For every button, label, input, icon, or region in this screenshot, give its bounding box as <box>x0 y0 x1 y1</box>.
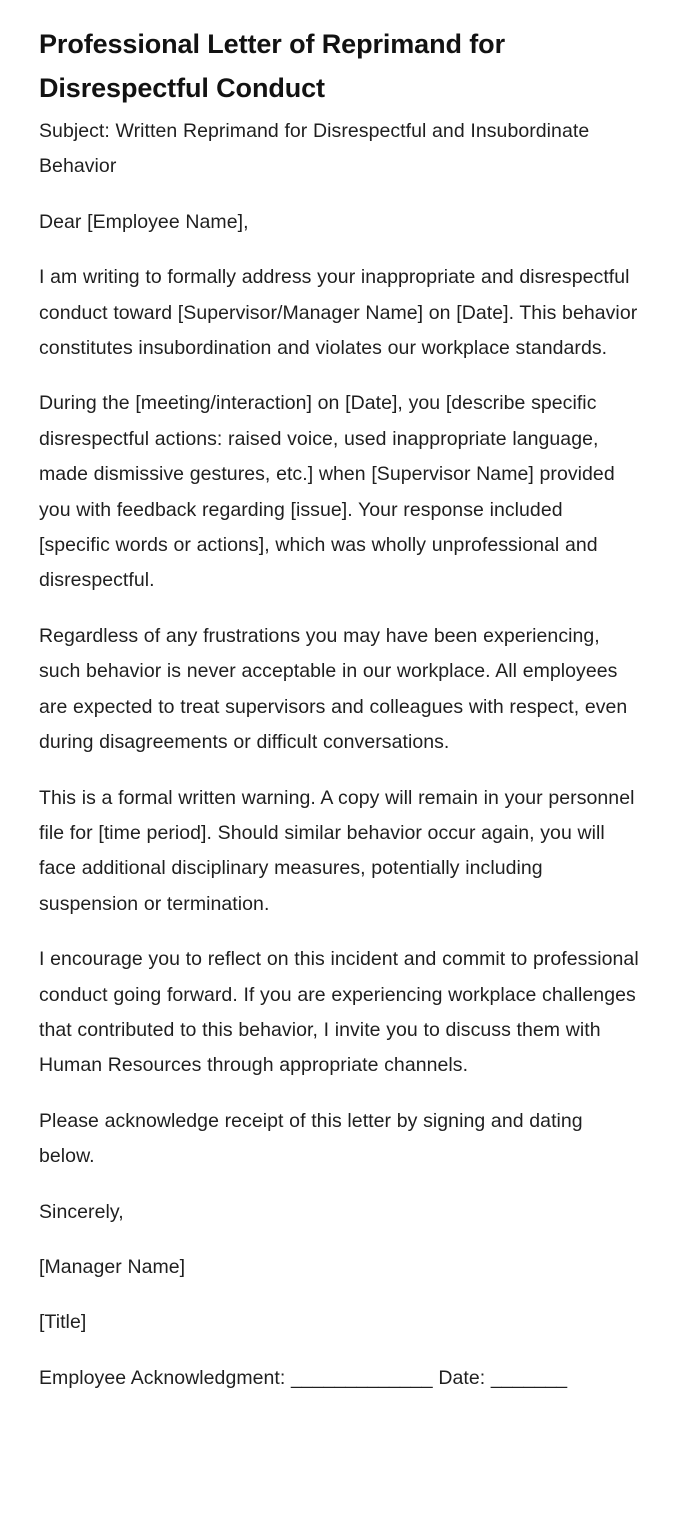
body-paragraph-5: I encourage you to reflect on this incident and commit to professional conduct going forward. If you are experiencing workplace challenges that contributed to this behavior, I invite you to discuss them with Human Resources through appropriate channels. <box>39 948 639 1077</box>
body-paragraph-2: During the [meeting/interaction] on [Date], you [describe specific disrespectful actions: raised voice, used inappropriate language, made dismissive gestures, etc.] when [Supervisor Name] provided you with feedback regarding [issue]. Your response included [specific words or actions], which was wholly unprofessional and disrespectful. <box>39 392 615 592</box>
signature-title: [Title] <box>39 1311 87 1334</box>
acknowledgment-request-paragraph: Please acknowledge receipt of this letter by signing and dating below. <box>39 1109 583 1168</box>
employee-acknowledgment-line: Employee Acknowledgment: _____________ Date: _______ <box>39 1366 568 1389</box>
subject-line: Subject: Written Reprimand for Disrespectful and Insubordinate Behavior <box>39 120 590 178</box>
closing-salutation: Sincerely, <box>39 1200 124 1223</box>
body-paragraph-1: I am writing to formally address your inappropriate and disrespectful conduct toward [Supervisor/Manager Name] on [Date]. This behavior constitutes insubordination and violates our workplace standards. <box>39 266 638 360</box>
signature-name: [Manager Name] <box>39 1255 186 1278</box>
salutation: Dear [Employee Name], <box>39 210 249 233</box>
page-title: Professional Letter of Reprimand for Disrespectful Conduct <box>39 29 505 103</box>
body-paragraph-3: Regardless of any frustrations you may have been experiencing, such behavior is never acceptable in our workplace. All employees are expected to treat supervisors and colleagues with respect, even during disagreements or difficult conversations. <box>39 624 628 754</box>
body-paragraph-4: This is a formal written warning. A copy will remain in your personnel file for [time period]. Should similar behavior occur again, you will face additional disciplinary measures, potentially including suspension or termination. <box>39 786 635 915</box>
letter-body <box>39 114 660 1396</box>
